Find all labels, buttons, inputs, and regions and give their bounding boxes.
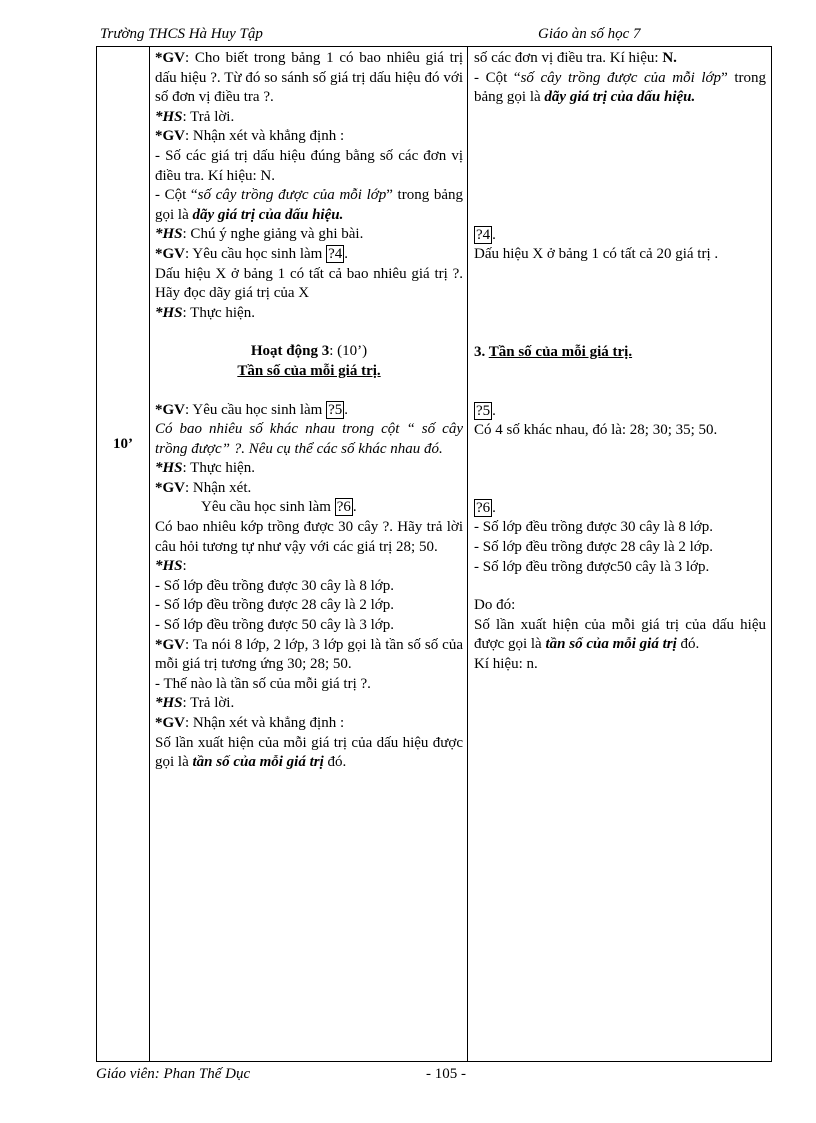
question-6-box: ?6: [476, 499, 491, 516]
page-number: - 105 -: [426, 1066, 466, 1082]
gv-question-1: *GV: Cho biết trong bảng 1 có bao nhiêu giá trị dấu hiệu ?. Từ đó so sánh số giá trị dấu hiệu đó với số đơn vị điều tra ?.: [155, 50, 463, 106]
right-answer-50: - Số lớp đều trồng được50 cây là 3 lớp.: [474, 558, 710, 575]
hs-reply-6: *HS: Trả lời.: [155, 695, 235, 712]
definition-statement: Số lần xuất hiện của mỗi giá trị của dấu hiệu được gọi là tần số của mỗi giá trị đó.: [155, 734, 463, 771]
column-divider: [149, 46, 150, 1061]
lesson-content-column: [474, 49, 766, 675]
time-cell: 10’: [113, 436, 133, 452]
frequency-symbol: Kí hiệu: n.: [474, 655, 538, 672]
lesson-table: [96, 46, 772, 1062]
school-name: Trường THCS Hà Huy Tập: [100, 26, 263, 42]
right-answer-30: - Số lớp đều trồng được 30 cây là 8 lớp.: [474, 519, 713, 536]
right-conclusion-2: - Cột “số cây trồng được của mỗi lớp” trong bảng gọi là dãy giá trị của dấu hiệu.: [474, 69, 766, 106]
right-answer-28: - Số lớp đều trồng được 28 cây là 2 lớp.: [474, 538, 713, 555]
right-q4-answer: Dấu hiệu X ở bảng 1 có tất cả 20 giá trị .: [474, 246, 719, 263]
gv-confirm-1: *GV: Nhận xét và khẳng định :: [155, 128, 345, 145]
section-3-heading: 3. Tần số của mỗi giá trị.: [474, 343, 633, 360]
task-q6: Yêu cầu học sinh làm ?6 .: [201, 499, 357, 516]
question-5-box: ?5: [328, 401, 343, 418]
right-q5-label: ?5 .: [476, 402, 496, 419]
activity-3-heading: Hoạt động 3: (10’): [250, 343, 368, 360]
right-q4-label: ?4 .: [476, 226, 496, 243]
therefore-label: Do đó:: [474, 597, 516, 614]
answer-30: - Số lớp đều trồng được 30 cây là 8 lớp.: [155, 577, 394, 594]
question-5-box: ?5: [476, 402, 491, 419]
gv-task-q4: *GV: Yêu cầu học sinh làm ?4 .: [155, 245, 348, 262]
gv-task-q5: *GV: Yêu cầu học sinh làm ?5 .: [155, 401, 348, 418]
question-4-box: ?4: [328, 245, 343, 262]
gv-confirm-2: *GV: Nhận xét và khẳng định :: [155, 715, 345, 731]
q5-text: Có bao nhiêu số khác nhau trong cột “ số cây trồng được” ?. Nêu cụ thể các số khác nhau đó.: [155, 421, 463, 457]
page-header: [100, 26, 750, 48]
teacher-student-activity-column: [155, 49, 463, 773]
conclusion-2: - Cột “số cây trồng được của mỗi lớp” trong bảng gọi là dãy giá trị của dấu hiệu.: [155, 187, 463, 223]
q6-text: Có bao nhiêu kớp trồng được 30 cây ?. Hãy trả lời câu hỏi tương tự như vậy với các giá trị 28; 50.: [155, 519, 463, 555]
hs-reply-4: *HS: Thực hiện.: [155, 460, 255, 477]
answer-50: - Số lớp đều trồng được 50 cây là 3 lớp.: [155, 617, 394, 634]
answer-28: - Số lớp đều trồng được 28 cây là 2 lớp.: [155, 597, 394, 614]
question-6-box: ?6: [336, 499, 351, 516]
hs-reply-3: *HS: Thực hiện.: [155, 304, 255, 321]
right-conclusion-1: số các đơn vị điều tra. Kí hiệu: N.: [474, 50, 677, 66]
hs-reply-1: *HS: Trả lời.: [155, 108, 235, 125]
document-subject: Giáo àn số học 7: [538, 26, 641, 42]
hs-reply-5: *HS:: [155, 558, 187, 575]
definition-question: - Thế nào là tần số của mỗi giá trị ?.: [155, 675, 371, 692]
teacher-name: Giáo viên: Phan Thế Dục: [96, 1066, 251, 1082]
right-q5-answer: Có 4 số khác nhau, đó là: 28; 30; 35; 50.: [474, 422, 718, 439]
activity-3-title: Tần số của mỗi giá trị.: [237, 362, 381, 379]
q4-text: Dấu hiệu X ở bảng 1 có tất cả bao nhiêu giá trị ?. Hãy đọc dãy giá trị của X: [155, 265, 463, 302]
conclusion-1: - Số các giá trị dấu hiệu đúng bằng số các đơn vị điều tra. Kí hiệu: N.: [155, 147, 463, 184]
right-q6-label: ?6 .: [476, 499, 496, 516]
question-4-box: ?4: [476, 226, 491, 243]
gv-explain: *GV: Ta nói 8 lớp, 2 lớp, 3 lớp gọi là tần số số của mỗi giá trị tương ứng 30; 28; 50.: [155, 636, 463, 673]
frequency-definition: Số lần xuất hiện của mỗi giá trị của dấu hiệu được gọi là tần số của mỗi giá trị đó.: [474, 616, 766, 653]
column-divider: [467, 46, 468, 1061]
hs-reply-2: *HS: Chú ý nghe giảng và ghi bài.: [155, 226, 364, 243]
gv-comment: *GV: Nhận xét.: [155, 479, 252, 496]
